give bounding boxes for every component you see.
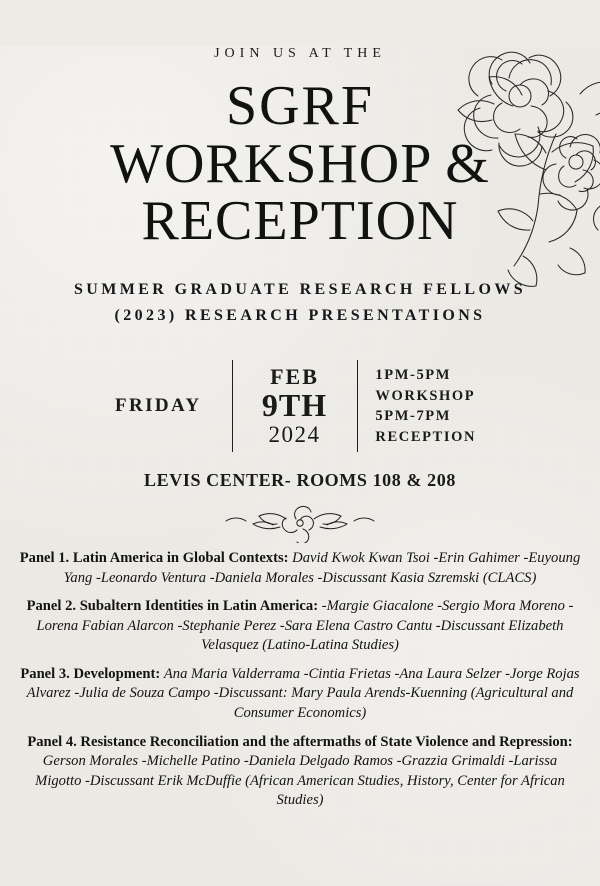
panel-item [18,665,582,724]
schedule-line-4: RECEPTION [375,428,477,445]
panel-list [18,549,582,811]
panel-people: -Margie Giacalone -Sergio Mora Moreno -Lorena Fabian Alarcon -Stephanie Perez -Sara Elena Castro Cantu -Discussant Elizabeth Velasquez (Latino-Latina Studies) [36,598,574,654]
weekday-block [85,358,232,454]
schedule-block [357,358,515,454]
weekday-text: FRIDAY [114,395,202,417]
schedule-line-3: 5PM-7PM [375,408,452,425]
eyebrow-text: JOIN US AT THE [214,46,386,61]
panel-item [18,597,582,656]
subtitle [0,277,600,328]
title-line-1: SGRF [225,75,375,137]
title-line-3: RECEPTION [141,190,459,253]
subtitle-line-1: SUMMER GRADUATE RESEARCH FELLOWS [73,281,527,299]
schedule-line-2: WORKSHOP [375,387,476,404]
poster [0,46,600,886]
panel-people: David Kwok Kwan Tsoi -Erin Gahimer -Euyoung Yang -Leonardo Ventura -Daniela Morales -Discussant Kasia Szremski (CLACS) [63,550,581,586]
schedule-line-1: 1PM-5PM [375,367,452,384]
year-text: 2024 [268,421,321,447]
panel-item [18,733,582,811]
panel-people: Gerson Morales -Michelle Patino -Daniela Delgado Ramos -Grazzia Grimaldi -Larissa Migotto -Discussant Erik McDuffie (African American Studies, History, Center for African Studies) [35,753,565,809]
title-line-2: WORKSHOP & [110,132,490,195]
panel-title: Panel 1. Latin America in Global Contexts: [19,550,289,567]
subtitle-line-2: (2023) RESEARCH PRESENTATIONS [114,306,486,324]
page-title [0,75,600,253]
venue-text: LEVIS CENTER- ROOMS 108 & 208 [144,470,456,491]
date-block [232,358,356,454]
panel-title: Panel 3. Development: [20,665,161,682]
panel-item [18,549,582,588]
panel-title: Panel 4. Resistance Reconciliation and the aftermaths of State Violence and Repression: [27,733,573,750]
month-text: FEB [270,364,319,390]
floral-divider-icon [190,503,410,543]
panel-title: Panel 2. Subaltern Identities in Latin America: [26,598,319,615]
day-text: 9TH [261,386,328,423]
panel-people: Ana Maria Valderrama -Cintia Frietas -Ana Laura Selzer -Jorge Rojas Alvarez -Julia de Souza Campo -Discussant: Mary Paula Arends-Kuenning (Agricultural and Consumer Economics) [26,665,580,722]
date-band [85,358,515,454]
